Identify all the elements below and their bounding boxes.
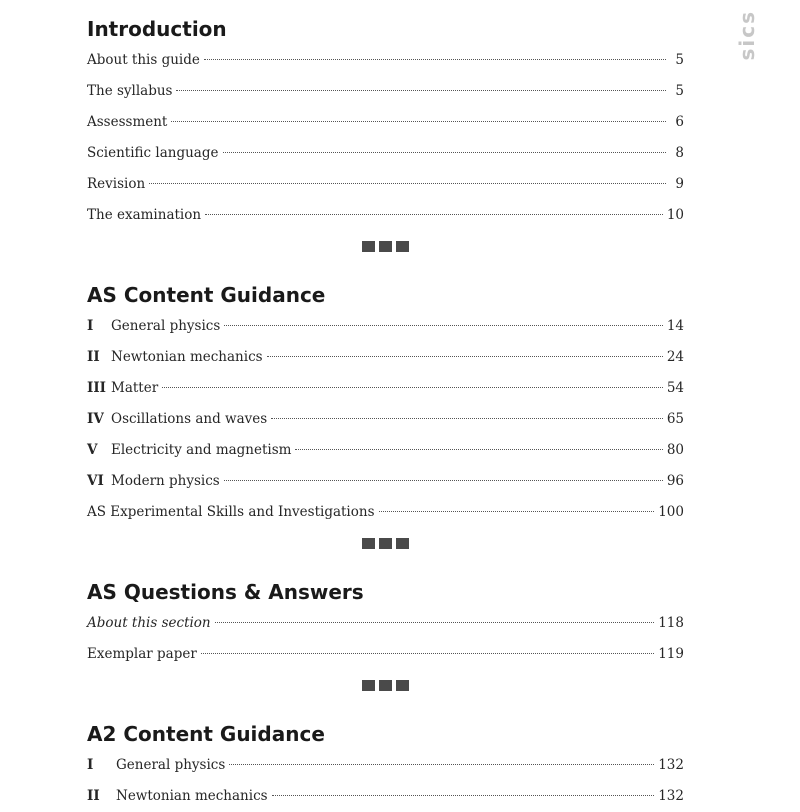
entry-label: About this section xyxy=(87,615,211,631)
entry-numeral: II xyxy=(87,788,100,804)
toc-entry[interactable] xyxy=(87,639,684,670)
entry-page: 8 xyxy=(675,145,684,161)
toc-section-as-content-guidance xyxy=(87,280,684,528)
entry-numeral: VI xyxy=(87,473,104,489)
entry-label: The syllabus xyxy=(87,83,173,99)
dot-leader xyxy=(271,418,663,419)
entry-label: Matter xyxy=(111,380,159,396)
entry-numeral: III xyxy=(87,380,106,396)
entry-page: 132 xyxy=(658,757,684,773)
toc-entry[interactable] xyxy=(87,373,684,404)
toc-entry[interactable] xyxy=(87,169,684,200)
dot-leader xyxy=(204,59,666,60)
divider-square xyxy=(396,538,409,549)
entry-numeral: IV xyxy=(87,411,104,427)
entry-numeral: V xyxy=(87,442,98,458)
toc-entry[interactable] xyxy=(87,466,684,497)
entry-numeral: I xyxy=(87,318,94,334)
toc-entry[interactable] xyxy=(87,781,684,812)
toc-entry[interactable] xyxy=(87,138,684,169)
dot-leader xyxy=(379,511,655,512)
section-title: AS Questions & Answers xyxy=(87,580,364,604)
toc-entry[interactable] xyxy=(87,76,684,107)
section-divider xyxy=(87,670,684,701)
toc-entry[interactable] xyxy=(87,404,684,435)
toc-entry[interactable] xyxy=(87,311,684,342)
entry-page: 119 xyxy=(658,646,684,662)
divider-square xyxy=(379,538,392,549)
entry-label: Exemplar paper xyxy=(87,646,197,662)
section-divider xyxy=(87,231,684,262)
entry-label: Newtonian mechanics xyxy=(111,349,263,365)
dot-leader xyxy=(205,214,663,215)
dot-leader xyxy=(272,795,655,796)
entry-page: 10 xyxy=(666,207,684,223)
entry-page: 6 xyxy=(675,114,684,130)
toc-entry[interactable] xyxy=(87,435,684,466)
entry-page: 24 xyxy=(666,349,684,365)
entry-label: General physics xyxy=(111,318,221,334)
divider-square xyxy=(396,241,409,252)
section-title: Introduction xyxy=(87,17,227,41)
dot-leader xyxy=(224,480,663,481)
toc-section-as-questions-answers xyxy=(87,577,684,670)
entry-page: 132 xyxy=(658,788,684,804)
entry-page: 54 xyxy=(666,380,684,396)
divider-square xyxy=(362,241,375,252)
toc-entry[interactable] xyxy=(87,45,684,76)
table-of-contents xyxy=(87,14,684,812)
section-title: A2 Content Guidance xyxy=(87,722,325,746)
dot-leader xyxy=(149,183,666,184)
divider-square xyxy=(396,680,409,691)
entry-label: The examination xyxy=(87,207,202,223)
entry-page: 100 xyxy=(658,504,684,520)
dot-leader xyxy=(295,449,662,450)
toc-entry[interactable] xyxy=(87,608,684,639)
toc-entry[interactable] xyxy=(87,342,684,373)
section-divider xyxy=(87,528,684,559)
toc-entry[interactable] xyxy=(87,497,684,528)
dot-leader xyxy=(215,622,655,623)
dot-leader xyxy=(223,152,667,153)
toc-entry[interactable] xyxy=(87,200,684,231)
entry-page: 80 xyxy=(666,442,684,458)
entry-page: 9 xyxy=(675,176,684,192)
dot-leader xyxy=(176,90,666,91)
divider-square xyxy=(362,538,375,549)
dot-leader xyxy=(201,653,654,654)
side-tab-label: sics xyxy=(735,10,759,61)
entry-label: Newtonian mechanics xyxy=(116,788,268,804)
entry-label: Scientific language xyxy=(87,145,219,161)
toc-section-introduction xyxy=(87,14,684,231)
dot-leader xyxy=(267,356,663,357)
entry-page: 96 xyxy=(666,473,684,489)
entry-label: General physics xyxy=(116,757,226,773)
dot-leader xyxy=(224,325,663,326)
entry-page: 5 xyxy=(675,83,684,99)
entry-label: About this guide xyxy=(87,52,200,68)
entry-page: 118 xyxy=(658,615,684,631)
entry-page: 5 xyxy=(675,52,684,68)
entry-label: Oscillations and waves xyxy=(111,411,268,427)
divider-square xyxy=(379,680,392,691)
entry-label: Assessment xyxy=(87,114,168,130)
entry-page: 14 xyxy=(666,318,684,334)
entry-label: Electricity and magnetism xyxy=(111,442,292,458)
toc-entry[interactable] xyxy=(87,750,684,781)
divider-square xyxy=(362,680,375,691)
divider-square xyxy=(379,241,392,252)
entry-label: Revision xyxy=(87,176,146,192)
entry-label: AS Experimental Skills and Investigations xyxy=(87,504,375,520)
dot-leader xyxy=(171,121,666,122)
entry-numeral: II xyxy=(87,349,100,365)
dot-leader xyxy=(162,387,663,388)
dot-leader xyxy=(229,764,654,765)
entry-label: Modern physics xyxy=(111,473,220,489)
entry-page: 65 xyxy=(666,411,684,427)
toc-entry[interactable] xyxy=(87,107,684,138)
entry-numeral: I xyxy=(87,757,94,773)
toc-section-a2-content-guidance xyxy=(87,719,684,812)
section-title: AS Content Guidance xyxy=(87,283,326,307)
